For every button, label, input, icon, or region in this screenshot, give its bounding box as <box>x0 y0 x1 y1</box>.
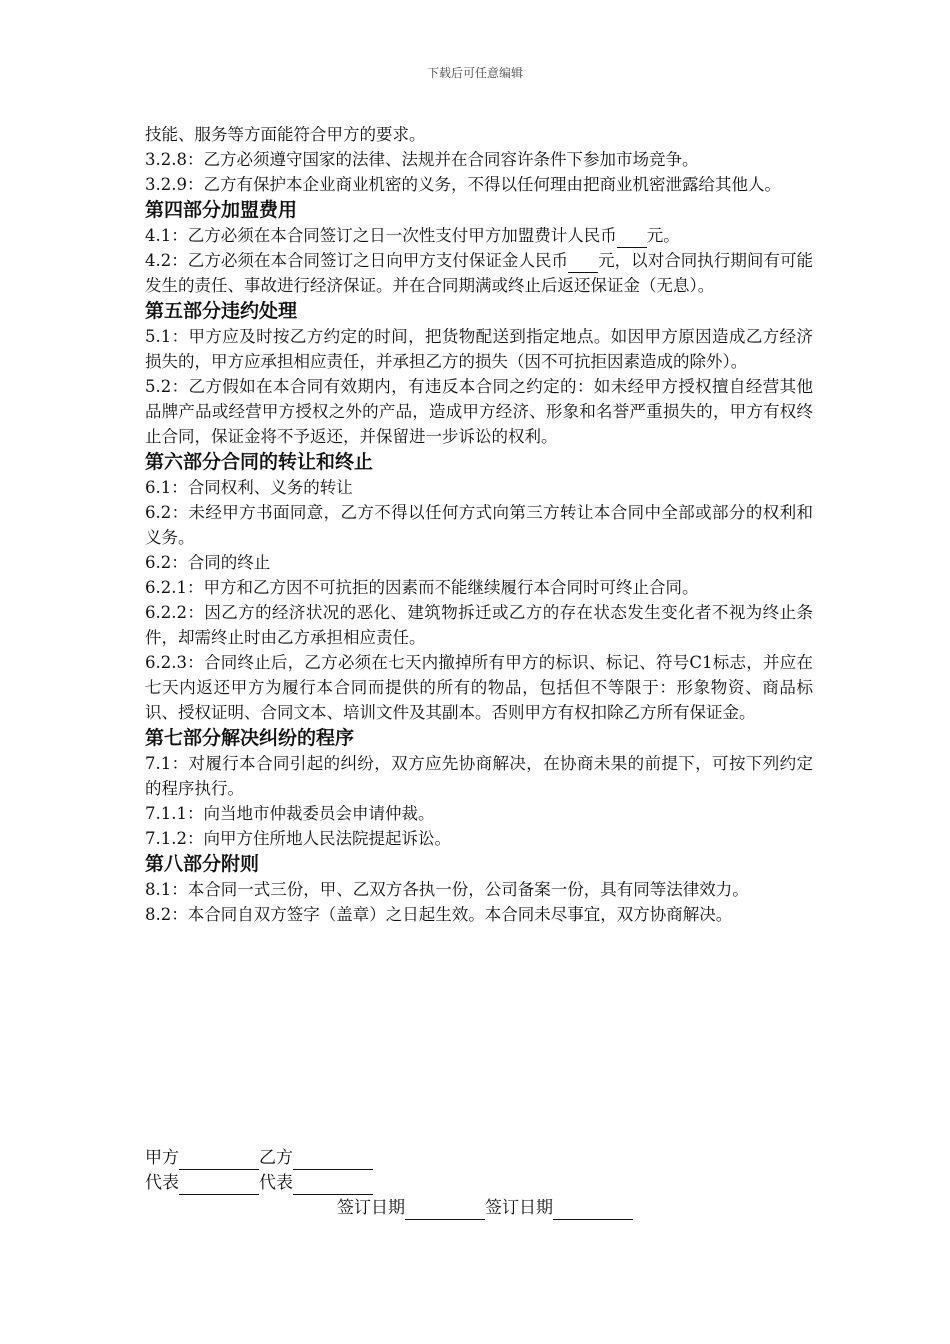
page-header: 下载后可任意编辑 <box>426 66 523 80</box>
clause-paragraph: 7.1.1：向当地市仲裁委员会申请仲裁。 <box>145 804 435 823</box>
signature-line-reps <box>145 1171 373 1195</box>
party-b-label: 乙方 <box>259 1148 293 1168</box>
clause-paragraph: 6.2：未经甲方书面同意，乙方不得以任何方式向第三方转让本合同中全部或部分的权利和义务。 <box>145 503 813 547</box>
clause-paragraph: 6.2：合同的终止 <box>145 553 271 572</box>
clause-text: 4.2：乙方必须在本合同签订之日向甲方支付保证金人民币 <box>145 251 569 270</box>
rep-a-blank[interactable] <box>179 1176 259 1195</box>
clause-paragraph: 8.2：本合同自双方签字（盖章）之日起生效。本合同未尽事宜，双方协商解决。 <box>145 905 733 924</box>
section-heading: 第五部分违约处理 <box>145 300 298 322</box>
section-heading: 第七部分解决纠纷的程序 <box>145 727 355 749</box>
rep-b-blank[interactable] <box>293 1176 373 1195</box>
clause-paragraph: 6.2.3：合同终止后，乙方必须在七天内撤掉所有甲方的标识、标记、符号C1标志，并应在七天内返还甲方为履行本合同而提供的所有的物品，包括但不等限于：形象物资、商品标识、授权证明、合同文本、培训文件及其副本。否则甲方有权扣除乙方所有保证金。 <box>145 653 813 722</box>
amount-blank[interactable] <box>617 229 647 248</box>
party-a-blank[interactable] <box>179 1151 259 1170</box>
clause-paragraph: 技能、服务等方面能符合甲方的要求。 <box>145 125 426 144</box>
rep-a-label: 代表 <box>145 1173 179 1193</box>
contract-body <box>145 122 813 927</box>
signature-line-dates <box>337 1196 633 1220</box>
signature-line-parties <box>145 1146 373 1170</box>
clause-paragraph: 6.1：合同权利、义务的转让 <box>145 478 353 497</box>
section-heading: 第六部分合同的转让和终止 <box>145 451 374 473</box>
amount-blank[interactable] <box>568 254 598 273</box>
clause-paragraph: 7.1：对履行本合同引起的纠纷，双方应先协商解决，在协商未果的前提下，可按下列约定的程序执行。 <box>145 754 813 798</box>
clause-text: 4.1：乙方必须在本合同签订之日一次性支付甲方加盟费计人民币 <box>145 226 617 245</box>
clause-text: 元，以对合同执行期间有可能发生的责任、事故进行经济保证。并在合同期满或终止后返还保证金（无息）。 <box>145 251 814 295</box>
section-heading: 第四部分加盟费用 <box>145 199 298 221</box>
party-a-label: 甲方 <box>145 1148 179 1168</box>
clause-paragraph: 5.1：甲方应及时按乙方约定的时间，把货物配送到指定地点。如因甲方原因造成乙方经济损失的，甲方应承担相应责任，并承担乙方的损失（因不可抗拒因素造成的除外）。 <box>145 327 813 371</box>
date-b-label: 签订日期 <box>485 1198 553 1218</box>
date-a-blank[interactable] <box>405 1201 485 1220</box>
party-b-blank[interactable] <box>293 1151 373 1170</box>
date-a-label: 签订日期 <box>337 1198 405 1218</box>
clause-paragraph: 7.1.2：向甲方住所地人民法院提起诉讼。 <box>145 829 451 848</box>
clause-text: 元。 <box>646 226 680 245</box>
clause-paragraph: 8.1：本合同一式三份，甲、乙双方各执一份，公司备案一份，具有同等法律效力。 <box>145 880 749 899</box>
clause-paragraph: 3.2.8：乙方必须遵守国家的法律、法规并在合同容许条件下参加市场竞争。 <box>145 150 699 169</box>
section-heading: 第八部分附则 <box>145 853 260 875</box>
clause-paragraph: 3.2.9：乙方有保护本企业商业机密的义务，不得以任何理由把商业机密泄露给其他人。 <box>145 175 781 194</box>
date-b-blank[interactable] <box>553 1201 633 1220</box>
clause-paragraph <box>145 223 813 248</box>
rep-b-label: 代表 <box>259 1173 293 1193</box>
clause-paragraph: 5.2：乙方假如在本合同有效期内，有违反本合同之约定的：如未经甲方授权擅自经营其他品牌产品或经营甲方授权之外的产品，造成甲方经济、形象和名誉严重损失的，甲方有权终止合同，保证金将不予返还，并保留进一步诉讼的权利。 <box>145 377 813 446</box>
clause-paragraph: 6.2.2：因乙方的经济状况的恶化、建筑物拆迁或乙方的存在状态发生变化者不视为终止条件，却需终止时由乙方承担相应责任。 <box>145 603 813 647</box>
clause-paragraph: 6.2.1：甲方和乙方因不可抗拒的因素而不能继续履行本合同时可终止合同。 <box>145 578 699 597</box>
clause-paragraph <box>145 248 813 298</box>
